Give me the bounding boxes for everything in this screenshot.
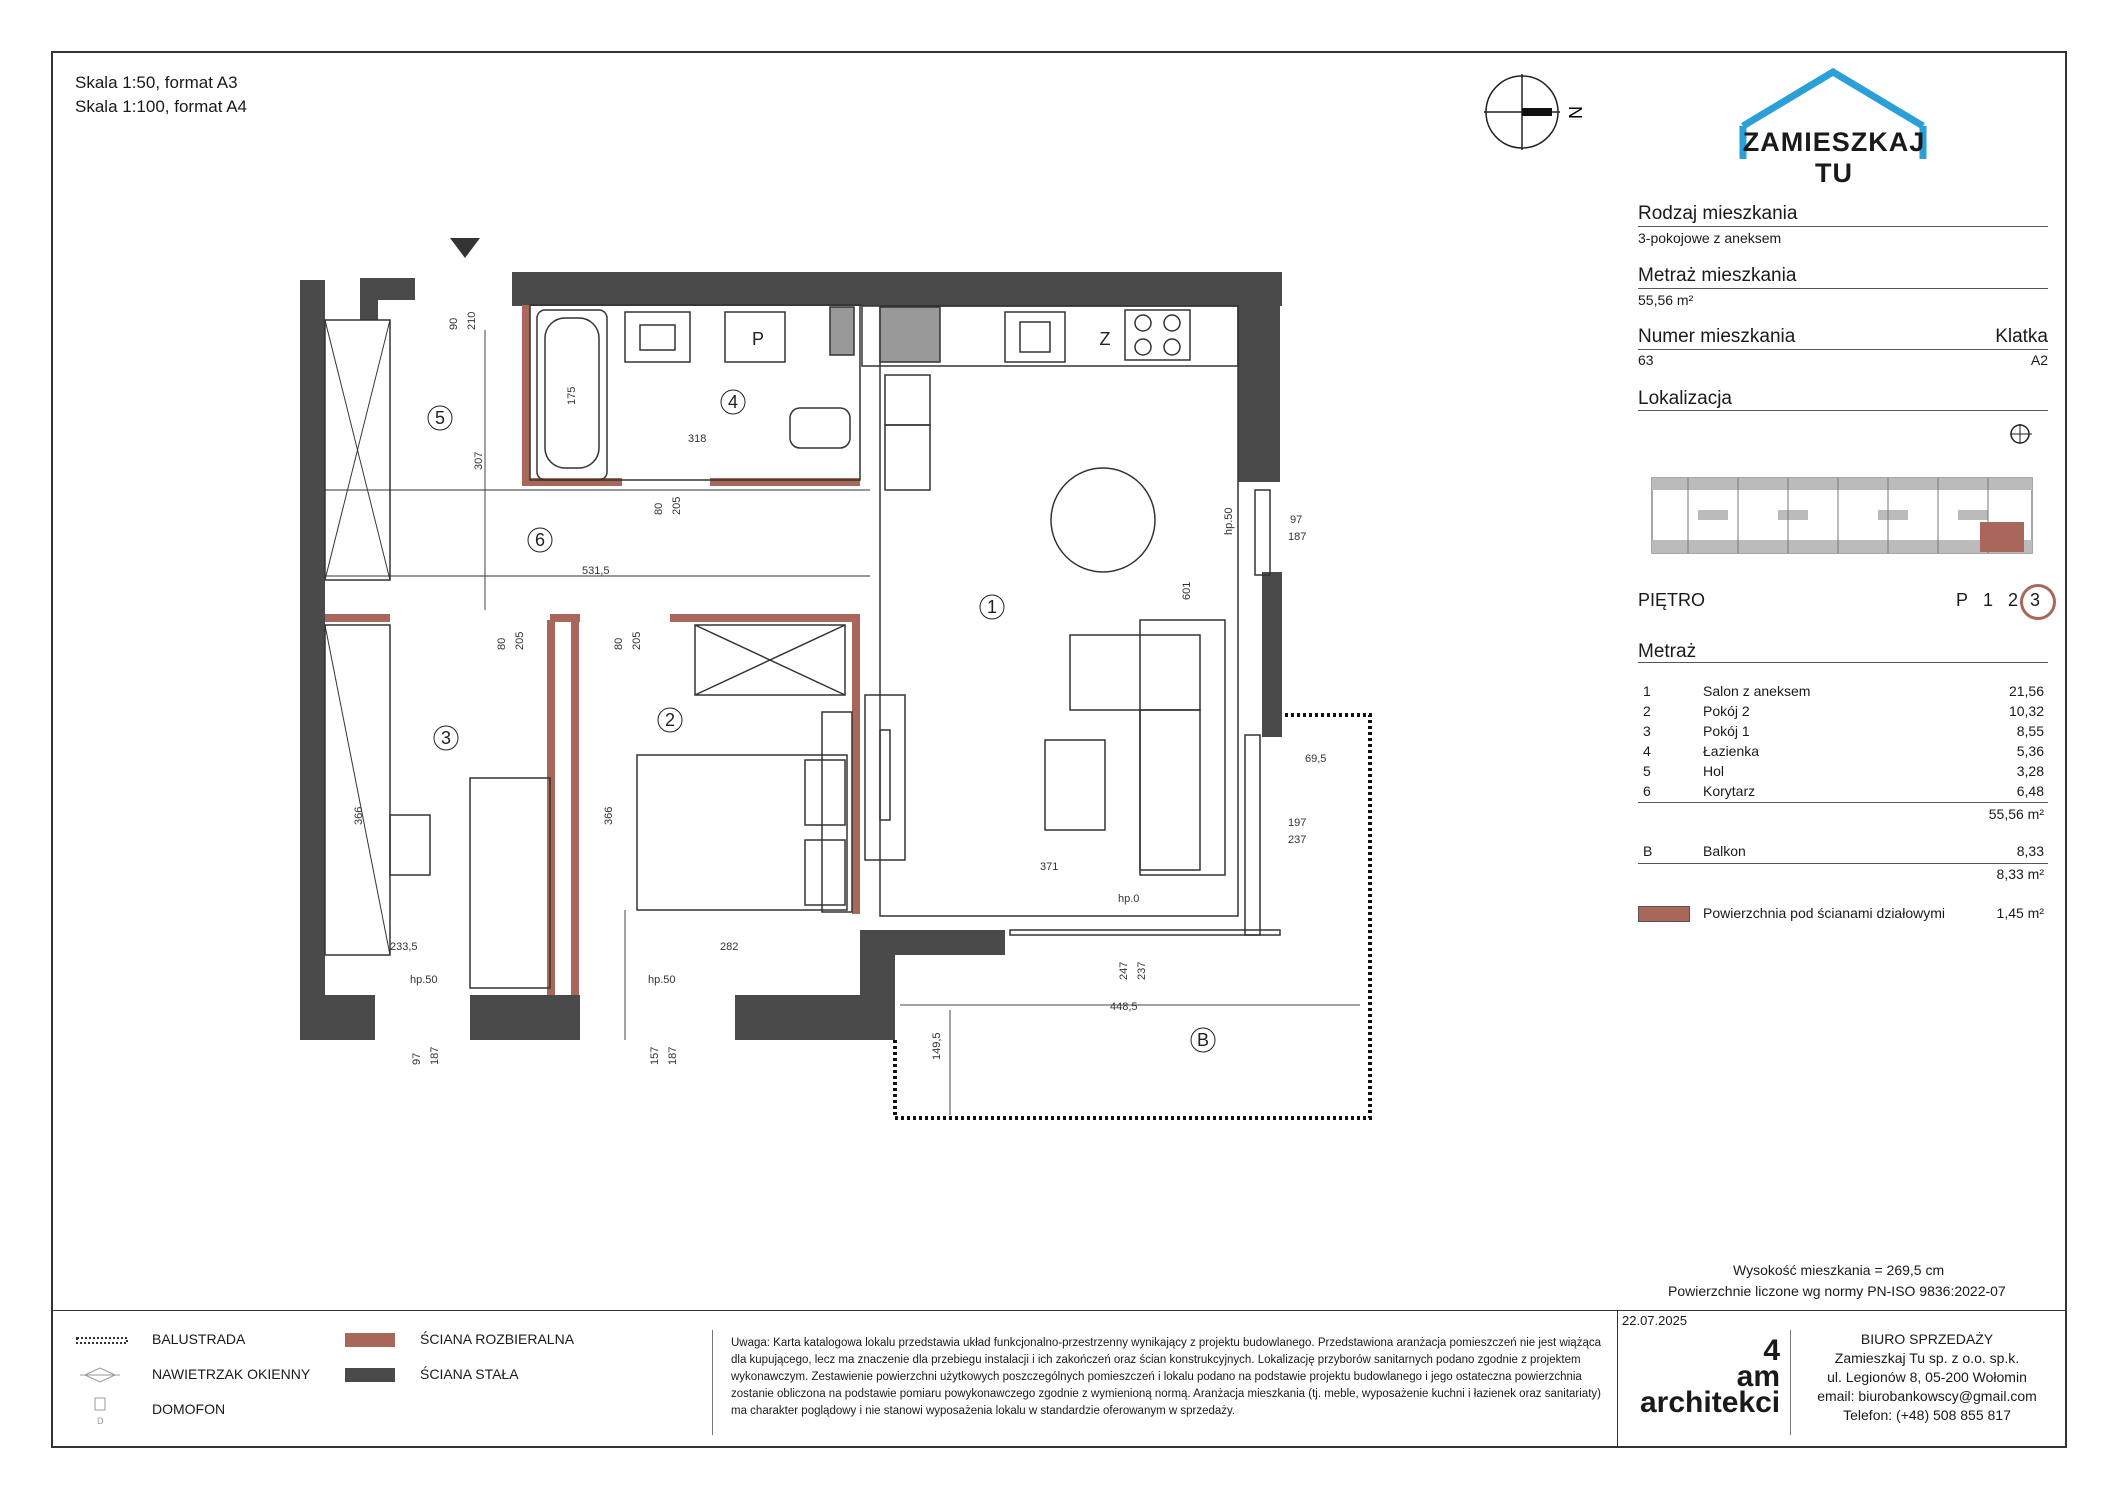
dim: 80 [613,637,625,650]
kitchen-label-p: P [751,329,765,349]
list-item: 5 Hol 3,28 [1643,763,2044,779]
room-label-6: 6 [534,530,546,550]
type-label: Rodzaj mieszkania [1638,203,1798,224]
metraz-title: Metraż [1638,641,1697,662]
number-label: Numer mieszkania [1638,326,1796,347]
partition-swatch [1638,906,1690,922]
selected-floor-ring [2020,584,2056,620]
scale-a3: Skala 1:50, format A3 [75,73,238,92]
dim: 448,5 [1110,1001,1138,1013]
area-value: 55,56 m² [1638,292,1694,308]
entry-arrow-icon [450,238,480,258]
rooms-total: 55,56 m² [1988,806,2044,822]
dim: 366 [603,806,615,825]
dim: 282 [720,941,739,953]
norm-note: Powierzchnie liczone wg normy PN-ISO 9836:2022-07 [1668,1283,2006,1299]
legend-rozbieralna-swatch [345,1333,395,1347]
dim: 149,5 [931,1032,943,1060]
dim: 205 [671,496,683,515]
partition-walls [325,305,860,995]
dim: 318 [688,433,707,445]
legend-stala-swatch [345,1368,395,1382]
balcony-total: 8,33 m² [1996,866,2044,882]
building-key-plan [1638,470,2048,562]
dim: 366 [353,806,365,825]
dim: 307 [473,451,485,470]
legend-domofon: DOMOFON [152,1401,226,1417]
dim: 197 [1288,817,1307,829]
type-value: 3-pokojowe z aneksem [1638,230,1782,246]
room-label-2: 2 [664,710,676,730]
dim: 210 [466,311,478,330]
dim: 233,5 [390,941,418,953]
partition-area: 1,45 m² [1996,905,2044,921]
dim: 175 [566,386,578,405]
dim: 97 [1290,514,1303,526]
number-value: 63 [1638,352,1654,368]
dim: hp.50 [410,974,438,986]
dim: 601 [1181,581,1193,600]
sales-office: BIURO SPRZEDAŻY Zamieszkaj Tu sp. z o.o. sp.k. ul. Legionów 8, 05-200 Wołomin email: biurobankowscy@gmail.com Telefon: (+48) 508 855 817 [1817,1331,2037,1423]
list-item: 6 Korytarz 6,48 [1643,783,2044,799]
dim: 187 [429,1046,441,1065]
list-item: 4 Łazienka 5,36 [1643,743,2044,759]
dim: 237 [1136,961,1148,980]
dim: 187 [667,1046,679,1065]
issue-date: 22.07.2025 [1622,1313,1688,1328]
room-label-3: 3 [440,728,452,748]
scale-a4: Skala 1:100, format A4 [75,97,247,116]
compass-icon [1480,70,1590,160]
room-label-4: 4 [727,392,739,412]
height-note: Wysokość mieszkania = 269,5 cm [1733,1262,1945,1278]
dim: 69,5 [1305,753,1327,765]
partition-label: Powierzchnia pod ścianami działowymi [1703,905,1945,921]
floor-option-1: 1 [1983,590,1994,610]
list-item: B Balkon 8,33 [1643,843,2044,859]
dim: 371 [1040,861,1059,873]
legend-nawietrzak: NAWIETRZAK OKIENNY [152,1366,311,1382]
structural-walls [300,272,1282,1040]
floor-option-p: P [1956,590,1969,610]
balustrada-icon [77,1338,127,1343]
dim: hp.50 [1223,507,1235,535]
domofon-icon [95,1398,105,1410]
svg-text:D: D [97,1416,104,1426]
legend-stala: ŚCIANA STAŁA [420,1366,519,1382]
dim: hp.50 [648,974,676,986]
dim: 531,5 [582,565,610,577]
legend-rozbieralna: ŚCIANA ROZBIERALNA [420,1331,575,1347]
nawietrzak-icon [80,1368,120,1382]
north-label: N [1565,106,1585,119]
area-label: Metraż mieszkania [1638,265,1797,286]
room-label-5: 5 [434,408,446,428]
floor-option-2: 2 [2008,590,2019,610]
dim: 80 [496,637,508,650]
dim: 90 [448,317,460,330]
stair-value: A2 [2030,352,2048,368]
dim: 237 [1288,834,1307,846]
disclaimer-note: Uwaga: Karta katalogowa lokalu przedstawia układ funkcjonalno-przestrzenny wynikający z projektu budowlanego. Przedstawiona aranżacja pomieszczeń nie jest wiążąca dla kupującego, lecz ma znaczenie dla przebiegu instalacji i ich zakończeń oraz ścian konstrukcyjnych. Lokalizację przyborów sanitarnych podano zgodnie z projektem wykonawczym. Zestawienie powierzchni użytkowych poszczególnych pomieszczeń i lokalu podano na podstawie projektu budowlanego i jego ostateczna powierzchnia zostanie obliczona na podstawie pomiaru powykonawczego zgodnie z wymienioną normą. Aranżacja mieszkania (tj. meble, wyposażenie kuchni i łazienek oraz sanitariaty) ma charakter poglądowy i nie stanowi wyposażenia lokalu w standardzie oferowanym w sprzedaży. [731,1337,1601,1417]
stair-label: Klatka [1995,326,2048,347]
legend-balustrada: BALUSTRADA [152,1331,246,1347]
kitchen-label-z: Z [1099,329,1111,349]
floor-label: PIĘTRO [1638,590,1706,610]
list-item: 2 Pokój 2 10,32 [1643,703,2044,719]
architect-logo: 4 am architekci [1640,1334,1781,1419]
brand-logo-text: ZAMIESZKAJ TU [1742,127,1926,188]
dim: 97 [411,1052,423,1065]
dim: 247 [1118,961,1130,980]
dim: 187 [1288,531,1307,543]
dim: 205 [514,631,526,650]
location-compass-icon [2008,422,2038,446]
list-item: 3 Pokój 1 8,55 [1643,723,2044,739]
room-label-1: 1 [986,597,998,617]
dim: hp.0 [1118,893,1140,905]
list-item: 1 Salon z aneksem 21,56 [1643,683,2044,699]
dim: 80 [653,502,665,515]
dim: 205 [631,631,643,650]
dim: 157 [649,1046,661,1065]
room-label-b: B [1196,1030,1210,1050]
legend-icons [75,1330,135,1430]
floor-option-3: 3 [2030,590,2041,610]
location-label: Lokalizacja [1638,388,1732,409]
